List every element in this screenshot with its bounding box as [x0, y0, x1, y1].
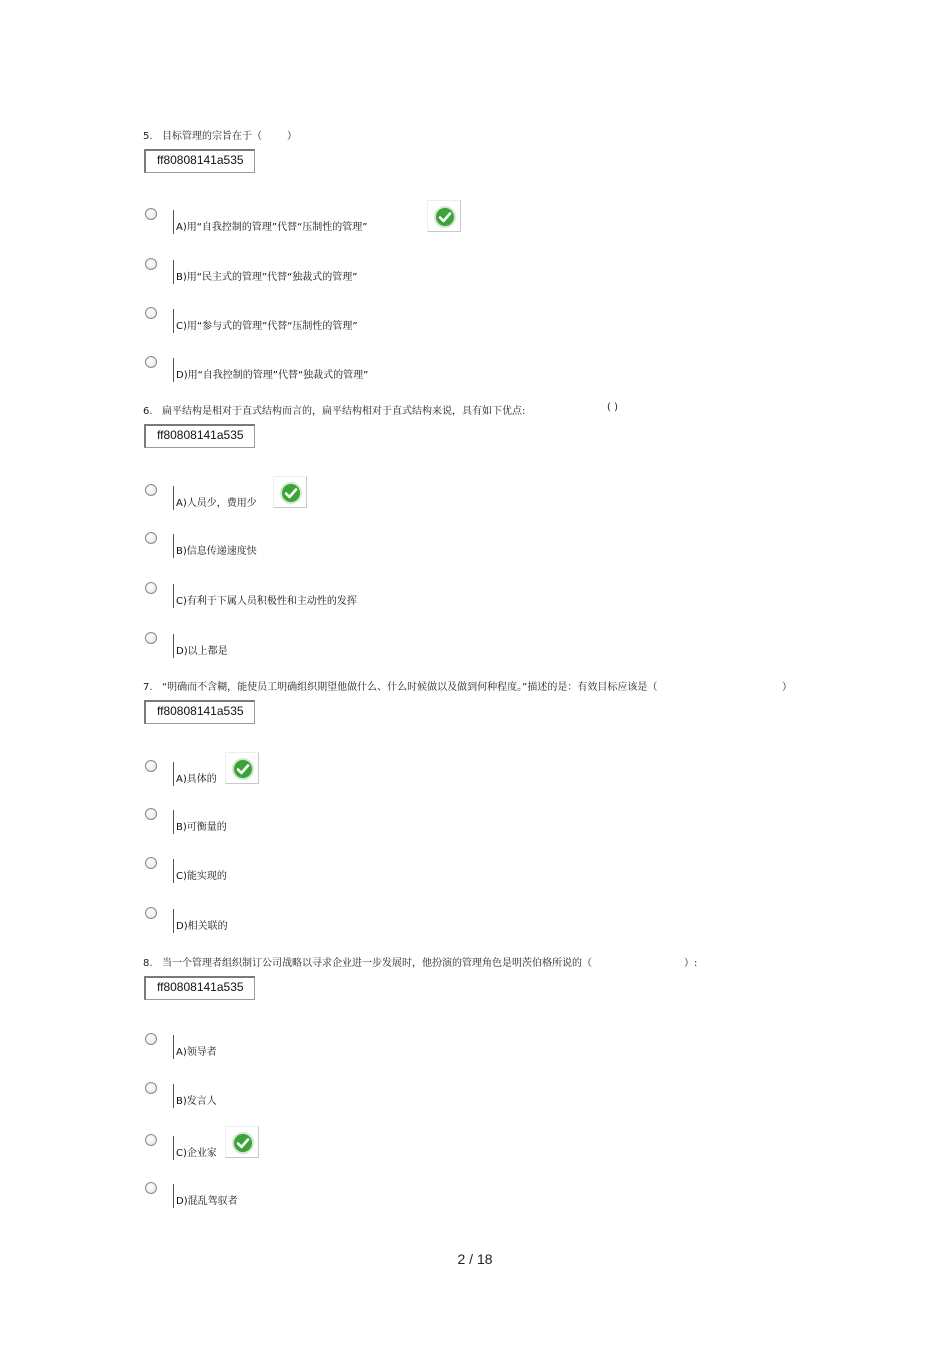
option-label: C)用“参与式的管理”代替“压制性的管理” [176, 321, 358, 332]
checkmark-icon [225, 752, 259, 784]
checkmark-icon [273, 476, 307, 508]
question-tail: ） [287, 131, 297, 142]
question-id-field[interactable]: ff80808141a535 [144, 976, 255, 1000]
question-tail: ） [782, 682, 792, 693]
option-divider [173, 1136, 174, 1160]
question-body: 目标管理的宗旨在于（ [162, 131, 262, 142]
option-divider [173, 634, 174, 658]
option-divider [173, 486, 174, 510]
option-label: A)领导者 [176, 1047, 217, 1058]
question-text [143, 402, 525, 417]
option-divider [173, 534, 174, 558]
answer-option[interactable] [0, 1033, 700, 1067]
answer-option[interactable] [0, 857, 700, 891]
option-label: B)信息传递速度快 [176, 546, 257, 557]
question-body: 当一个管理者组织制订公司战略以寻求企业进一步发展时，他扮演的管理角色是明茨伯格所说的（ [162, 958, 592, 969]
option-label: D)用“自我控制的管理”代替“独裁式的管理” [176, 370, 369, 381]
radio-button[interactable] [145, 307, 157, 319]
radio-button[interactable] [145, 582, 157, 594]
option-divider [173, 210, 174, 234]
option-label: C)企业家 [176, 1148, 217, 1159]
radio-button[interactable] [145, 760, 157, 772]
answer-option[interactable] [0, 1082, 700, 1116]
radio-button[interactable] [145, 1033, 157, 1045]
option-divider [173, 584, 174, 608]
answer-option[interactable] [0, 632, 700, 666]
question-body: 扁平结构是相对于直式结构而言的，扁平结构相对于直式结构来说，具有如下优点: [162, 406, 526, 417]
radio-button[interactable] [145, 857, 157, 869]
radio-button[interactable] [145, 1134, 157, 1146]
option-label: A)具体的 [176, 774, 217, 785]
checkmark-icon [427, 200, 461, 232]
question-text [143, 127, 262, 142]
page-number: 2 / 18 [457, 1251, 493, 1267]
answer-option[interactable] [0, 1134, 700, 1168]
radio-button[interactable] [145, 484, 157, 496]
option-label: A)人员少，费用少 [176, 498, 257, 509]
option-divider [173, 762, 174, 786]
option-divider [173, 1184, 174, 1208]
radio-button[interactable] [145, 1182, 157, 1194]
question-id-field[interactable]: ff80808141a535 [144, 700, 255, 724]
question-number: 5. [143, 131, 153, 142]
answer-option[interactable] [0, 307, 700, 341]
option-label: D)相关联的 [176, 921, 228, 932]
question-tail: ( ) [607, 402, 618, 413]
answer-option[interactable] [0, 760, 700, 794]
answer-option[interactable] [0, 1182, 700, 1216]
radio-button[interactable] [145, 1082, 157, 1094]
question-number: 8. [143, 958, 153, 969]
answer-option[interactable] [0, 484, 700, 518]
option-divider [173, 309, 174, 333]
radio-button[interactable] [145, 356, 157, 368]
option-label: D)混乱驾驭者 [176, 1196, 238, 1207]
question-text [143, 678, 657, 693]
radio-button[interactable] [145, 258, 157, 270]
option-label: C)能实现的 [176, 871, 227, 882]
radio-button[interactable] [145, 907, 157, 919]
answer-option[interactable] [0, 907, 700, 941]
option-label: D)以上都是 [176, 646, 228, 657]
option-divider [173, 810, 174, 834]
option-divider [173, 1084, 174, 1108]
radio-button[interactable] [145, 808, 157, 820]
answer-option[interactable] [0, 582, 700, 616]
question-id-field[interactable]: ff80808141a535 [144, 424, 255, 448]
radio-button[interactable] [145, 208, 157, 220]
option-label: B)用“民主式的管理”代替“独裁式的管理” [176, 272, 358, 283]
answer-option[interactable] [0, 258, 700, 292]
answer-option[interactable] [0, 532, 700, 566]
option-label: A)用“自我控制的管理”代替“压制性的管理” [176, 222, 368, 233]
option-label: B)发言人 [176, 1096, 217, 1107]
option-label: B)可衡量的 [176, 822, 227, 833]
question-body: “明确而不含糊，能使员工明确组织期望他做什么、什么时候做以及做到何种程度。”描述的是：有效目标应该是（ [162, 682, 658, 693]
radio-button[interactable] [145, 632, 157, 644]
question-number: 6. [143, 406, 153, 417]
option-divider [173, 358, 174, 382]
question-id-field[interactable]: ff80808141a535 [144, 149, 255, 173]
question-number: 7. [143, 682, 153, 693]
option-divider [173, 859, 174, 883]
answer-option[interactable] [0, 356, 700, 390]
radio-button[interactable] [145, 532, 157, 544]
option-divider [173, 909, 174, 933]
checkmark-icon [225, 1126, 259, 1158]
question-tail: ）: [684, 958, 698, 969]
option-divider [173, 260, 174, 284]
option-divider [173, 1035, 174, 1059]
question-text [143, 954, 592, 969]
answer-option[interactable] [0, 808, 700, 842]
answer-option[interactable] [0, 208, 700, 242]
option-label: C)有利于下属人员积极性和主动性的发挥 [176, 596, 357, 607]
